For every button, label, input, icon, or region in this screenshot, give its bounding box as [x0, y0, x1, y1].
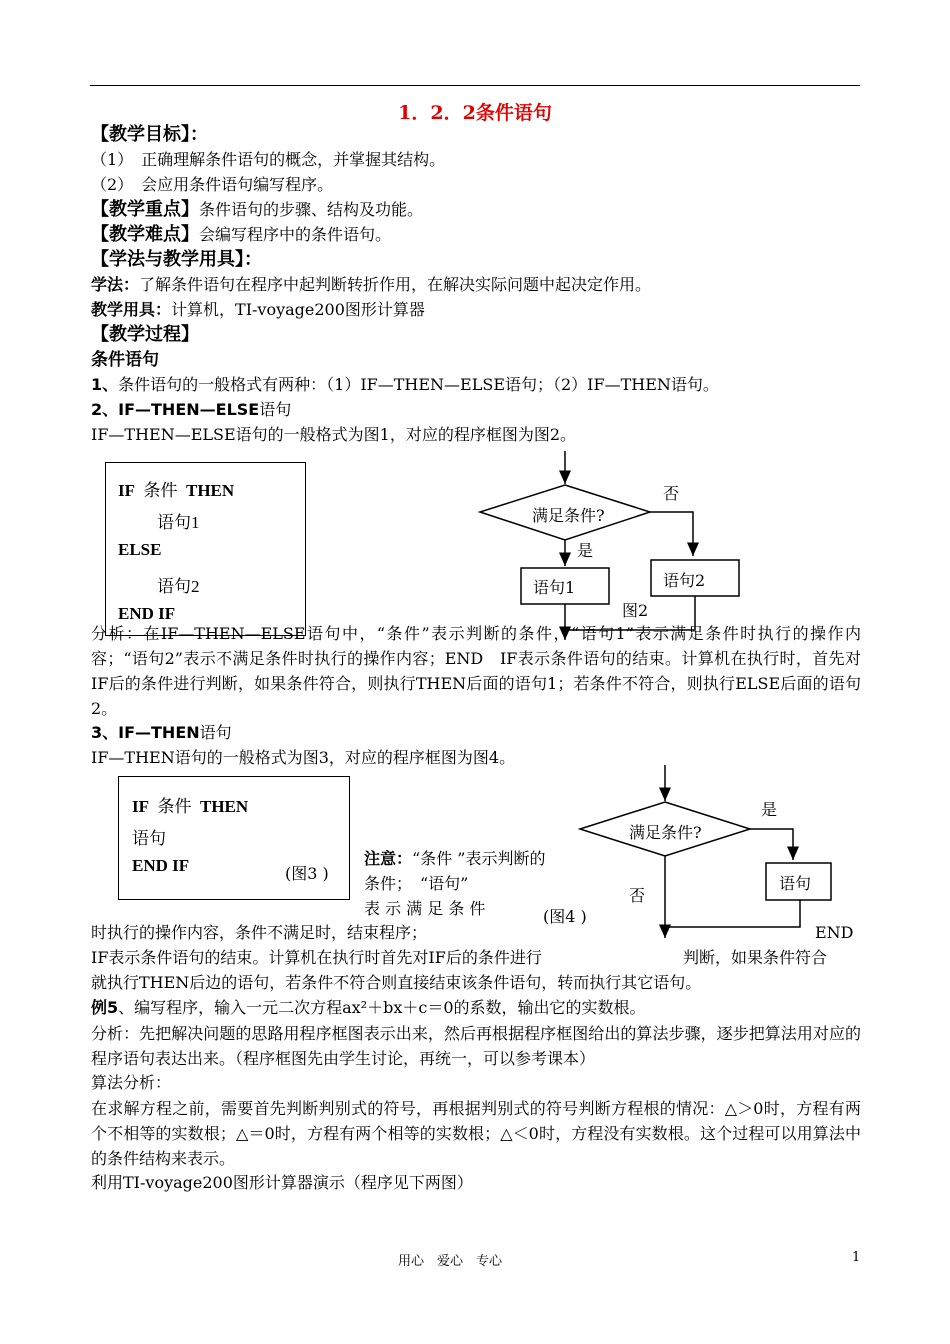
note-line-1 [364, 846, 545, 869]
algorithm-heading: 算法分析： [91, 1073, 172, 1092]
demo-line: 利用TI-voyage200图形计算器演示（程序见下两图） [91, 1173, 473, 1192]
note-text-1: “条件 ”表示判断的 [412, 849, 546, 868]
fig1-condition: 条件 [143, 481, 178, 500]
fig1-line-3: ELSE [118, 540, 162, 559]
fig1-line-1 [118, 476, 234, 501]
page-title: 1．2．2条件语句 [398, 102, 552, 124]
example-text: 、编写程序，输入一元二次方程ax²＋bx＋c＝0的系数，输出它的实数根。 [118, 998, 646, 1017]
para3-line-1a: 时执行的操作内容，条件不满足时，结束程序； [91, 923, 428, 942]
para3-line-3: 就执行THEN后边的语句，若条件不符合则直接结束该条件语句，转而执行其它语句。 [91, 973, 702, 992]
process-subheading: 条件语句 [91, 350, 159, 370]
point-2-head: 2、IF—THEN—ELSE [91, 400, 260, 419]
point-1-text: 条件语句的一般格式有两种：（1）IF—THEN—ELSE语句；（2）IF—THEN语句。 [118, 375, 719, 394]
objective-item-1: （1） 正确理解条件语句的概念，并掌握其结构。 [91, 150, 446, 169]
difficulty-text: 会编写程序中的条件语句。 [199, 225, 392, 244]
fig1-then: THEN [186, 481, 235, 500]
analysis-paragraph-1: 分析：在IF—THEN—ELSE语句中，“条件”表示判断的条件，“语句1”表示满足条件时执行的操作内容；“语句2”表示不满足条件时执行的操作内容；END IF表示条件语句的结束。计算机在执行时，首先对IF后的条件进行判断，如果条件符合，则执行THEN后面的语句1；若条件不符合，则执行ELSE后面的语句2。 [91, 624, 861, 718]
note-label: 注意： [364, 849, 413, 868]
fig4-caption: (图4 ) [543, 907, 587, 926]
fig3-condition: 条件 [157, 797, 192, 816]
fig2-caption: 图2 [622, 601, 649, 620]
para3-line-1b: END [815, 923, 854, 942]
study-text: 了解条件语句在程序中起判断转折作用，在解决实际问题中起决定作用。 [139, 275, 652, 294]
key-point-label: 【教学重点】 [91, 199, 199, 220]
para3-line-2b: 判断，如果条件符合 [683, 948, 828, 967]
section-3-description: IF—THEN语句的一般格式为图3，对应的程序框图为图4。 [91, 748, 516, 767]
para3-line-2a: IF表示条件语句的结束。计算机在执行时首先对IF后的条件进行 [91, 948, 542, 967]
point-1-number: 1、 [91, 375, 119, 394]
footer-motto: 用心 爱心 专心 [398, 1254, 503, 1269]
fig4-no-label: 否 [629, 886, 646, 905]
point-2-tail: 语句 [259, 400, 292, 419]
fig4-statement: 语句 [779, 874, 812, 893]
tools-text: 计算机，TI-voyage200图形计算器 [171, 300, 425, 319]
example-label: 例5 [91, 998, 119, 1017]
study-label: 学法： [91, 275, 140, 294]
fig1-line-4: 语句2 [157, 577, 200, 596]
fig2-no-label: 否 [663, 484, 680, 503]
key-point-text: 条件语句的步骤、结构及功能。 [199, 200, 424, 219]
fig3-then: THEN [200, 797, 249, 816]
fig2-condition: 满足条件? [532, 506, 605, 525]
fig4-condition: 满足条件? [629, 823, 702, 842]
process-heading: 【教学过程】 [91, 324, 199, 345]
fig2-statement-1: 语句1 [533, 578, 576, 597]
fig2-yes-label: 是 [577, 541, 594, 560]
note-line-2: 条件； “语句” [364, 874, 469, 893]
methods-heading: 【学法与教学用具】： [91, 249, 262, 270]
section-3-head: 3、IF—THEN [91, 723, 200, 742]
tools-label: 教学用具： [91, 300, 172, 319]
section-3-heading [91, 721, 232, 745]
objective-item-2: （2） 会应用条件语句编写程序。 [91, 175, 334, 194]
fig3-line-1 [132, 792, 248, 817]
example-5 [91, 996, 646, 1020]
fig4-yes-label: 是 [761, 800, 778, 819]
algorithm-text: 在求解方程之前，需要首先判断判别式的符号，再根据判别式的符号判断方程根的情况：△＞0时，方程有两个不相等的实数根；△＝0时，方程有两个相等的实数根；△＜0时，方程没有实数根。这个过程可以用算法中的条件结构来表示。 [91, 1099, 861, 1168]
point-2-description: IF—THEN—ELSE语句的一般格式为图1，对应的程序框图为图2。 [91, 425, 577, 444]
difficulty-label: 【教学难点】 [91, 224, 199, 245]
fig1-line-2: 语句1 [157, 513, 200, 532]
objectives-heading: 【教学目标】： [91, 124, 208, 145]
analysis-paragraph-2: 分析：先把解决问题的思路用程序框图表示出来，然后再根据程序框图给出的算法步骤，逐步把算法用对应的程序语句表达出来。（程序框图先由学生讨论，再统一，可以参考课本） [91, 1024, 861, 1068]
fig3-line-3: END IF [132, 856, 190, 875]
fig1-if: IF [118, 481, 135, 500]
page-number: 1 [852, 1250, 861, 1265]
fig3-if: IF [132, 797, 149, 816]
fig2-statement-2: 语句2 [663, 571, 706, 590]
note-line-3: 表 示 满 足 条 件 [364, 899, 486, 918]
fig1-line-5: END IF [118, 604, 176, 623]
section-3-tail: 语句 [199, 723, 232, 742]
fig3-line-2: 语句 [132, 829, 166, 848]
fig3-caption: (图3 ) [285, 864, 329, 883]
